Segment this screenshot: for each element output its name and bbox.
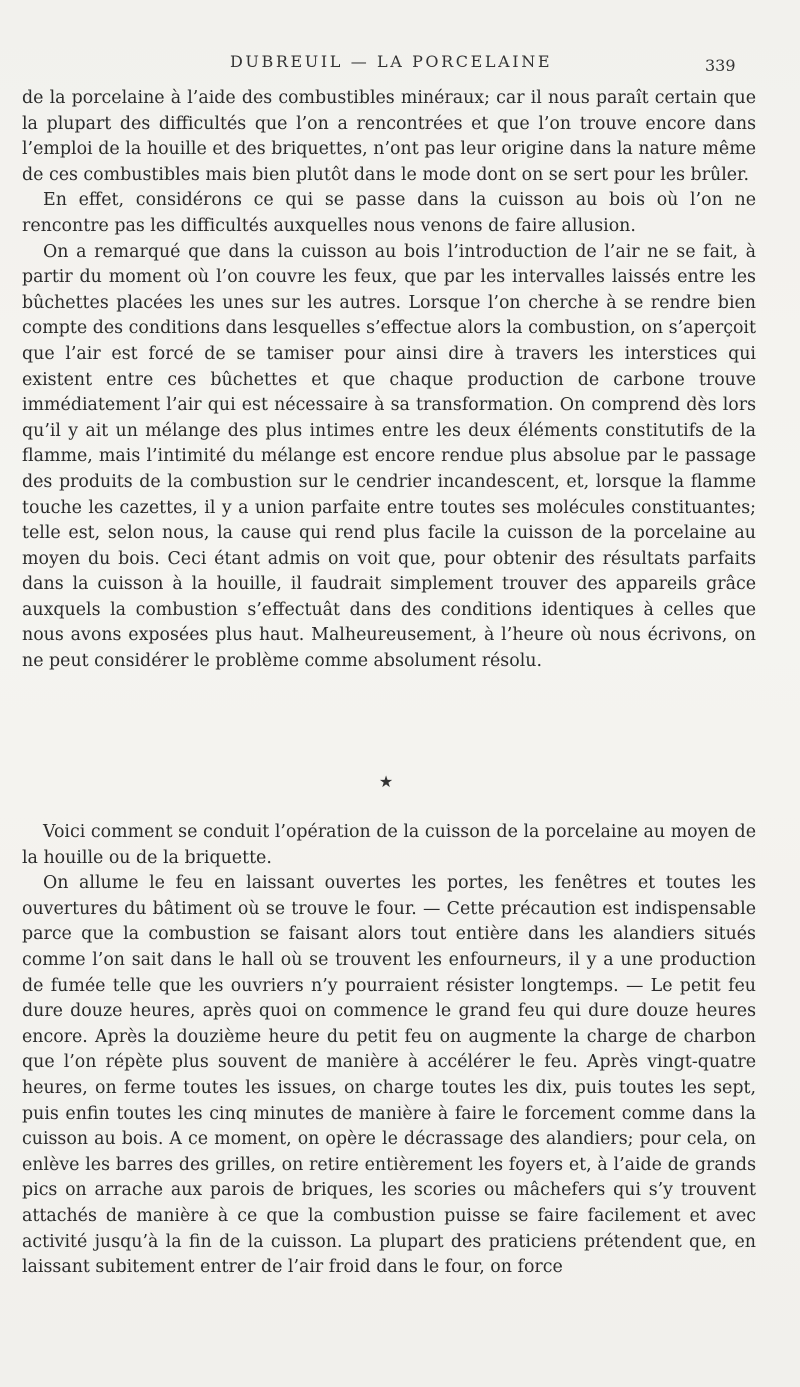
paragraph: On allume le feu en laissant ouvertes les portes, les fenêtres et toutes les ouvertures du bâtiment où se trouve le four. — Cette précaution est indispensable parce que la combustion se faisant alors tout entière dans les alandiers situés comme l’on sait dans le hall où se trouvent les enfourneurs, il y a une production de fumée telle que les ouvriers n’y pourraient résister longtemps. — Le petit feu dure douze heures, après quoi on commence le grand feu qui dure douze heures encore. Après la douzième heure du petit feu on augmente la charge de charbon que l’on répète plus souvent de manière à accélérer le feu. Après vingt-quatre heures, on ferme toutes les issues, on charge toutes les dix, puis toutes les sept, puis enfin toutes les cinq minutes de manière à faire le forcement comme dans la cuisson au bois. A ce moment, on opère le décrassage des alandiers; pour cela, on enlève les barres des grilles, on retire entièrement les foyers et, à l’aide de grands pics on arrache aux parois de briques, les scories ou mâchefers qui s’y trouvent attachés de manière à ce que la combustion puisse se faire facilement et avec activité jusqu’à la fin de la cuisson. La plupart des praticiens prétendent que, en laissant subitement entrer de l’air froid dans le four, on force [22, 873, 756, 1278]
paragraph: On a remarqué que dans la cuisson au bois l’introduction de l’air ne se fait, à partir du moment où l’on couvre les feux, que par les intervalles laissés entre les bûchettes placées les unes sur les autres. Lorsque l’on cherche à se rendre bien compte des conditions dans lesquelles s’effectue alors la combustion, on s’aperçoit que l’air est forcé de se tamiser pour ainsi dire à travers les interstices qui existent entre ces bûchettes et que chaque production de carbone trouve immédiatement l’air qui est nécessaire à sa transformation. On comprend dès lors qu’il y ait un mélange des plus intimes entre les deux éléments constitutifs de la flamme, mais l’intimité du mélange est encore rendue plus absolue par le passage des produits de la combustion sur le cendrier incandescent, et, lorsque la flamme touche les cazettes, il y a union parfaite entre toutes ses molécules constituantes; telle est, selon nous, la cause qui rend plus facile la cuisson de la porcelaine au moyen du bois. Ceci étant admis on voit que, pour obtenir des résultats parfaits dans la cuisson à la houille, il faudrait simplement trouver des appareils grâce auxquels la combustion s’effectuât dans des conditions identiques à celles que nous avons exposées plus haut. Malheureusement, à l’heure où nous écrivons, on ne peut considérer le problème comme absolument résolu. [22, 241, 756, 672]
text-block-top [22, 86, 756, 675]
paragraph: Voici comment se conduit l’opération de la cuisson de la porcelaine au moyen de la houille ou de la briquette. [22, 822, 756, 868]
page-number: 339 [705, 56, 736, 75]
running-head: DUBREUIL — LA PORCELAINE [230, 52, 553, 71]
paragraph: En effet, considérons ce qui se passe dans la cuisson au bois où l’on ne rencontre pas les difficultés auxquelles nous venons de faire allusion. [22, 190, 756, 236]
paragraph-continued: de la porcelaine à l’aide des combustibles minéraux; car il nous paraît certain que la plupart des difficultés que l’on a rencontrées et que l’on trouve encore dans l’emploi de la houille et des briquettes, n’ont pas leur origine dans la nature même de ces combustibles mais bien plutôt dans le mode dont on se sert pour les brûler. [22, 88, 756, 185]
text-block-bottom [22, 820, 756, 1281]
section-separator-star: ★ [378, 772, 394, 791]
